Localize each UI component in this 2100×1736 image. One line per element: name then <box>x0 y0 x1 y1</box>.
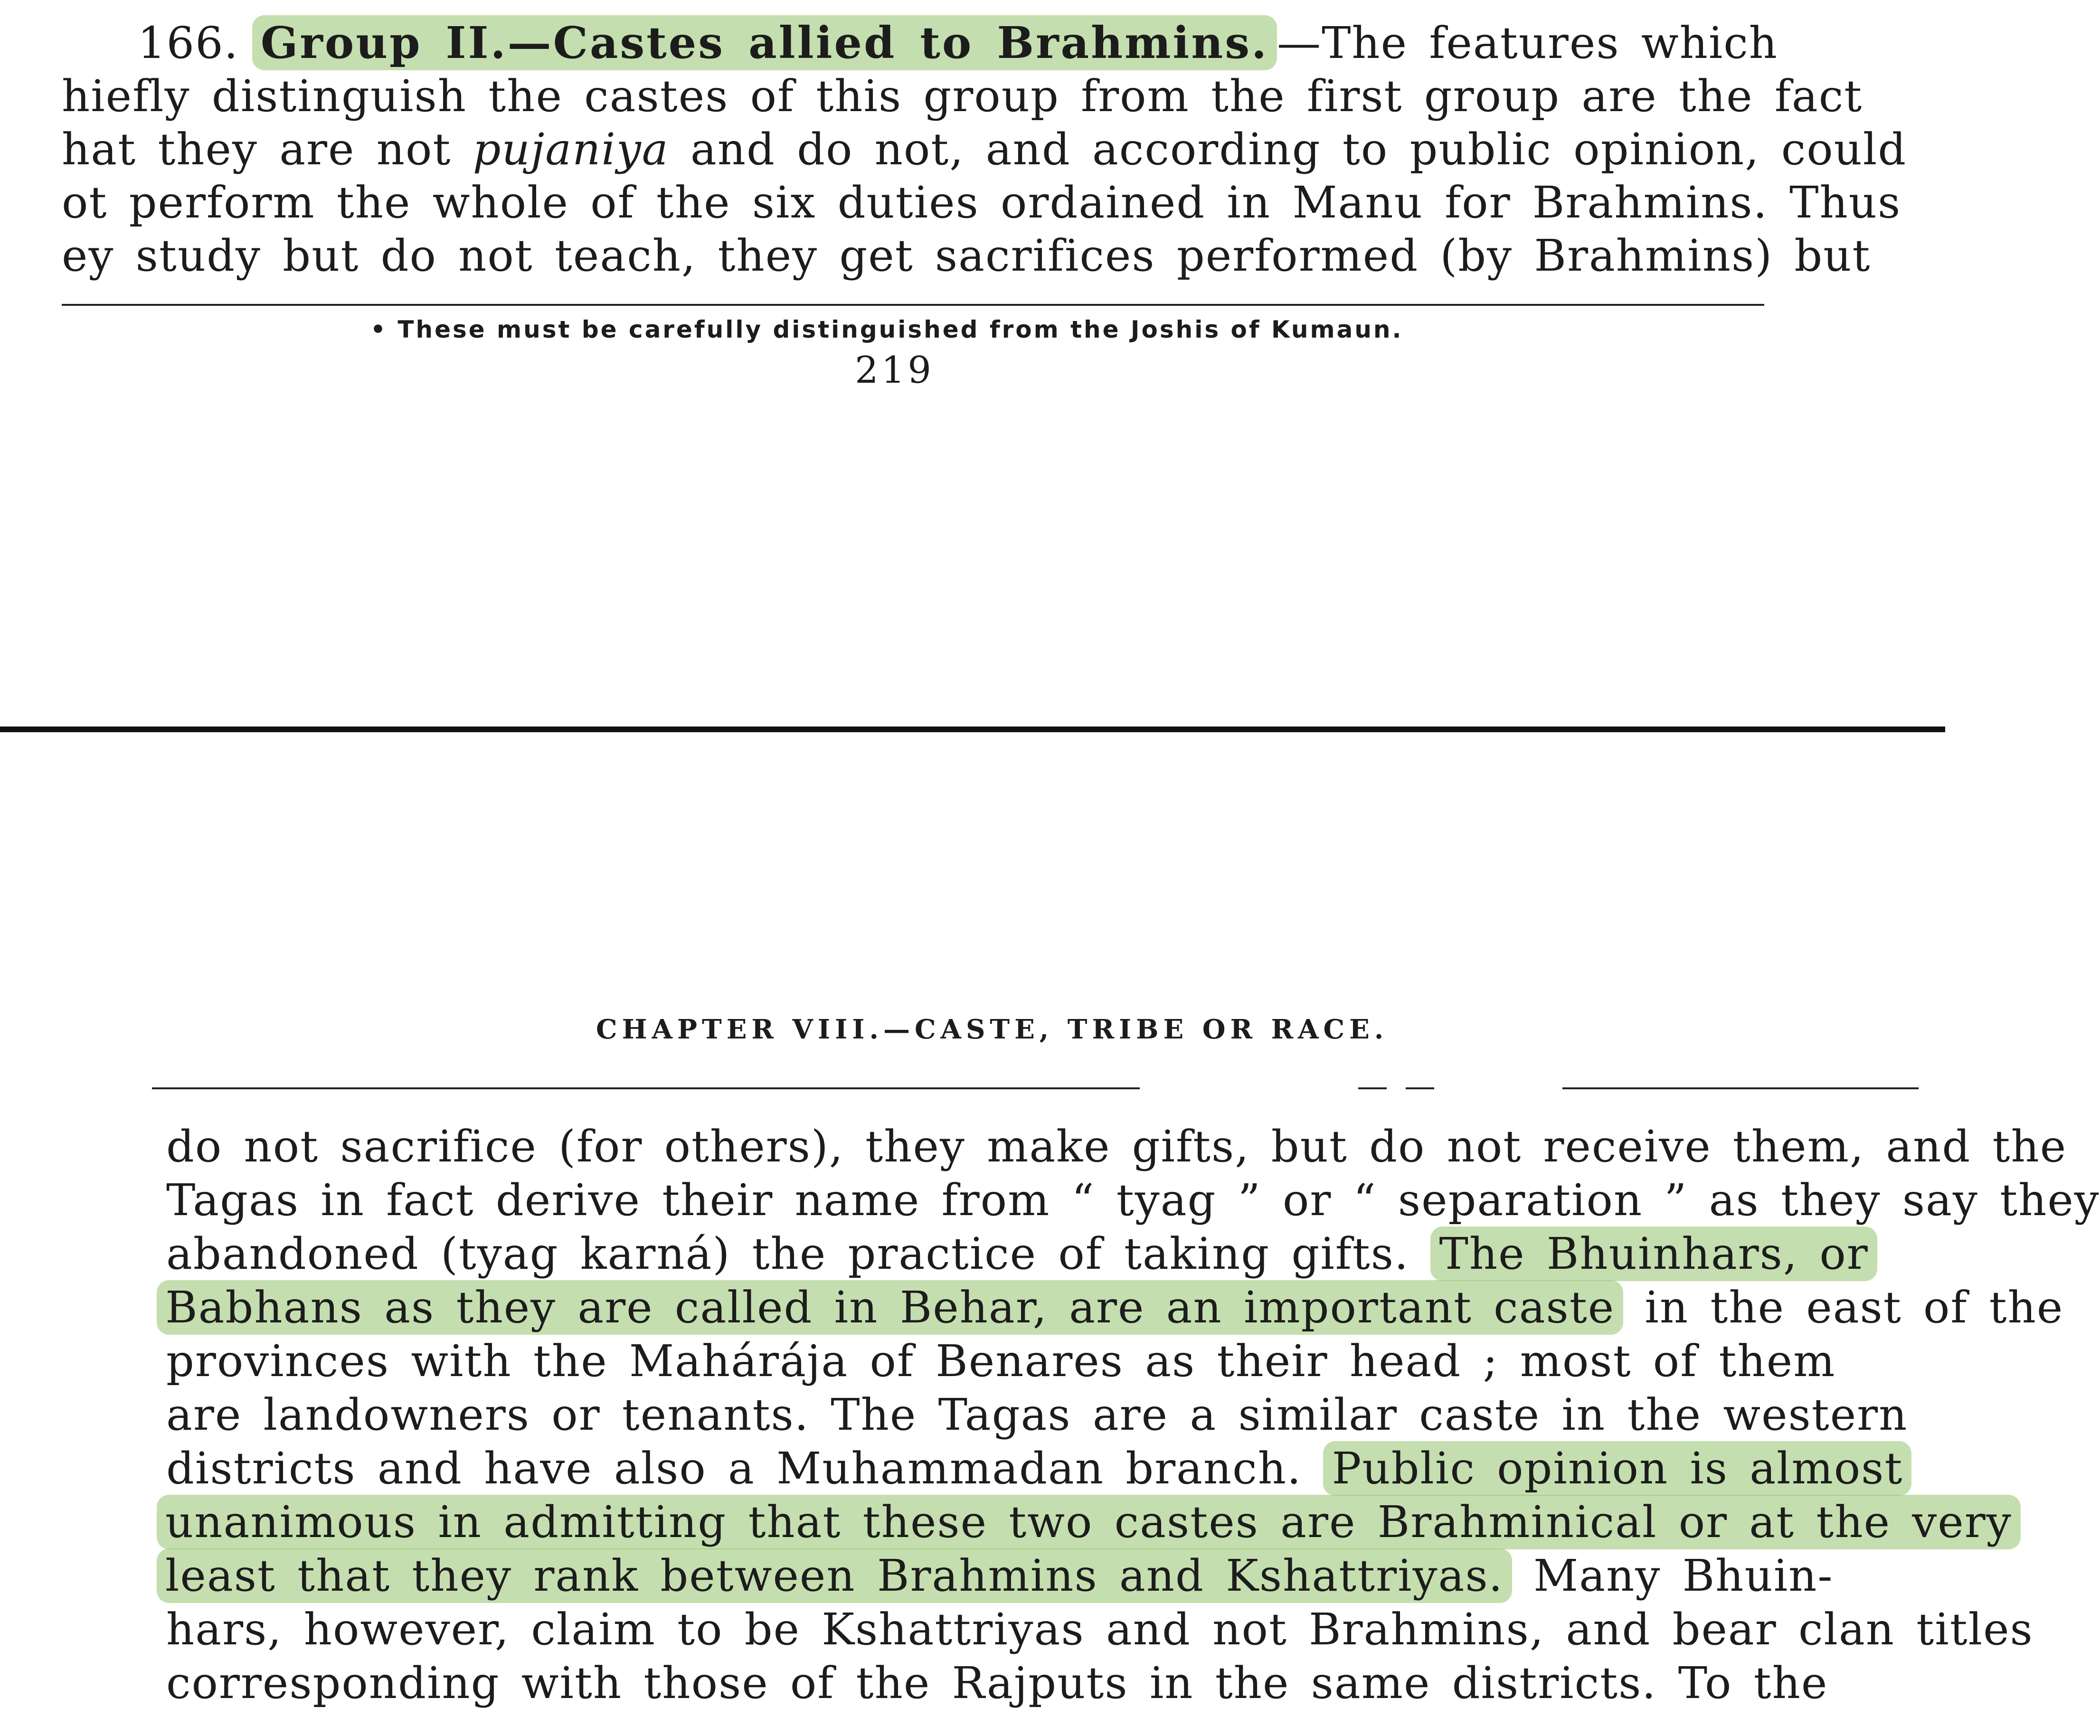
heading-tail-text: —The features which <box>1277 18 1778 68</box>
page-divider <box>0 726 1945 732</box>
highlighted-text: unanimous in admitting that these two castes are Brahminical or at the very <box>157 1495 2021 1549</box>
top-page <box>0 0 1945 726</box>
highlighted-text: Babhans as they are called in Behar, are an important caste <box>157 1280 1623 1335</box>
text-line: do not sacrifice (for others), they make gifts, but do not receive them, and the <box>166 1121 2067 1172</box>
text-line: Tagas in fact derive their name from “ tyag ” or “ separation ” as they say they <box>166 1175 2100 1226</box>
footnote: • These must be carefully distinguished from the Joshis of Kumaun. <box>370 316 1403 343</box>
footnote-rule <box>62 304 1764 306</box>
text-line: provinces with the Mahárája of Benares as their head ; most of them <box>166 1336 1836 1387</box>
highlighted-text: Public opinion is almost <box>1323 1441 1911 1496</box>
text-span: abandoned (tyag karná) the practice of taking gifts. <box>166 1228 1431 1279</box>
italic-term: pujaniya <box>473 124 669 175</box>
text-line: ey study but do not teach, they get sacrifices performed (by Brahmins) but <box>62 230 1871 281</box>
header-rule-dash <box>1358 1087 1387 1089</box>
text-line: hiefly distinguish the castes of this group from the first group are the fact <box>62 71 1863 122</box>
text-line <box>157 1550 1833 1602</box>
text-line <box>157 1282 2063 1334</box>
text-line <box>166 1228 1877 1280</box>
header-rule-right <box>1562 1087 1919 1089</box>
chapter-running-header: CHAPTER VIII.—CASTE, TRIBE OR RACE. <box>596 1014 1389 1045</box>
header-rule-left <box>152 1087 1140 1089</box>
paragraph-166-first-line <box>138 17 1778 69</box>
text-span: hat they are not <box>62 124 473 175</box>
text-line <box>157 1496 2021 1548</box>
text-span: in the east of the <box>1623 1282 2064 1333</box>
highlighted-text: least that they rank between Brahmins and Kshattriyas. <box>157 1548 1512 1603</box>
text-span: districts and have also a Muhammadan branch. <box>166 1443 1324 1494</box>
text-span: and do not, and according to public opinion, could <box>669 124 1907 175</box>
page-number: 219 <box>855 349 934 392</box>
section-heading-highlighted: Group II.—Castes allied to Brahmins. <box>252 15 1277 70</box>
text-line: corresponding with those of the Rajputs in the same districts. To the <box>166 1658 1828 1708</box>
paragraph-number: 166. <box>138 18 239 68</box>
highlighted-text: The Bhuinhars, or <box>1430 1227 1877 1281</box>
text-line: are landowners or tenants. The Tagas are a similar caste in the western <box>166 1389 1908 1440</box>
bottom-page <box>0 736 2100 1736</box>
text-span: Many Bhuin- <box>1512 1550 1834 1601</box>
text-line: ot perform the whole of the six duties ordained in Manu for Brahmins. Thus <box>62 177 1901 228</box>
text-line <box>166 1443 1911 1495</box>
header-rule-dash <box>1406 1087 1434 1089</box>
text-line <box>62 123 1907 176</box>
text-line: hars, however, claim to be Kshattriyas and not Brahmins, and bear clan titles <box>166 1604 2034 1655</box>
